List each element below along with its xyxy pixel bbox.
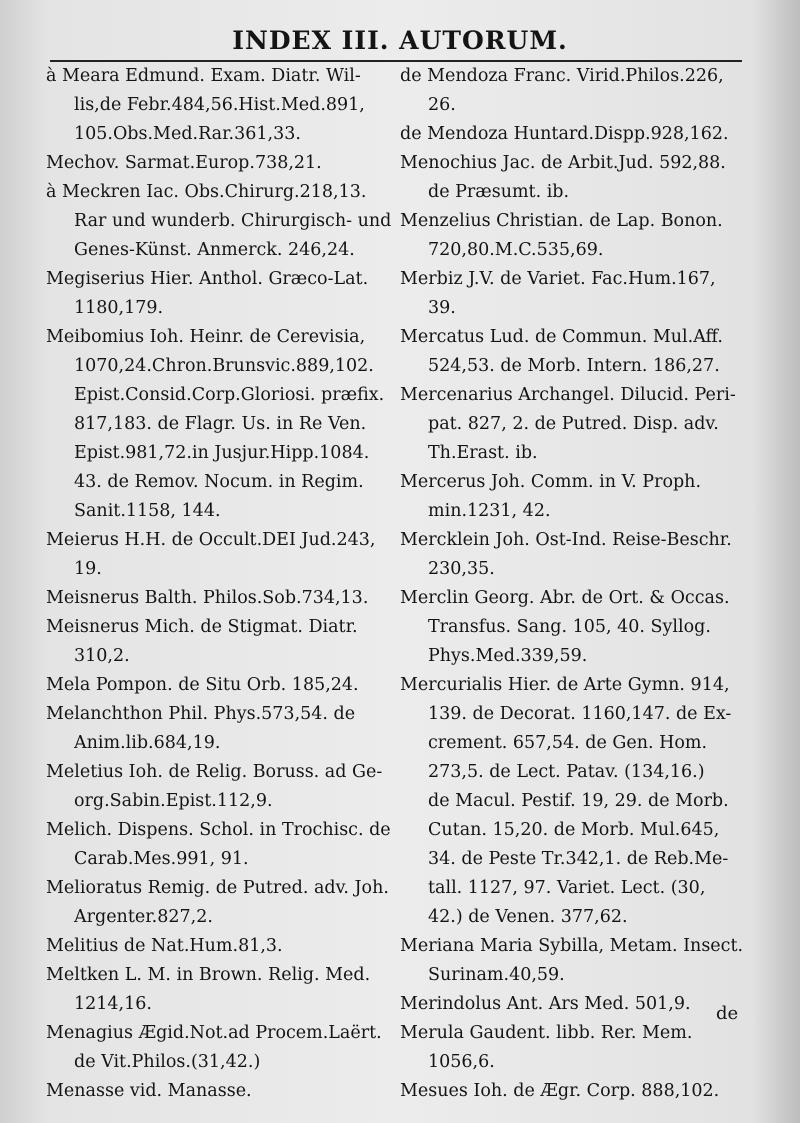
index-entry [46,526,396,584]
index-entry [400,526,748,584]
index-entry-line: Meibomius Ioh. Heinr. de Cerevisia, [46,327,366,347]
index-entry [400,1019,748,1077]
index-entry-line: Megiserius Hier. Anthol. Græco-Lat. [46,269,369,289]
index-entry [46,613,396,671]
index-entry-line: Mercatus Lud. de Commun. Mul.Aff. [400,327,723,347]
index-entry [46,265,396,323]
index-entry [400,932,748,990]
index-entry-line: Surinam.40,59. [428,965,565,985]
index-entry-line: de Vit.Philos.(31,42.) [74,1052,261,1072]
index-entry-line: Menochius Jac. de Arbit.Jud. 592,88. [400,153,726,173]
index-entry-line: Carab.Mes.991, 91. [74,849,249,869]
index-entry [400,990,748,1019]
index-entry-line: 26. [428,95,456,115]
index-entry-line: 817,183. de Flagr. Us. in Re Ven. [74,414,367,434]
index-entry-line: 19. [74,559,102,579]
index-entry [400,381,748,468]
index-entry-line: Merclin Georg. Abr. de Ort. & Occas. [400,588,730,608]
index-entry [400,265,748,323]
index-entry [46,874,396,932]
index-entry-line: Meisnerus Balth. Philos.Sob.734,13. [46,588,369,608]
index-entry-line: Melioratus Remig. de Putred. adv. Joh. [46,878,389,898]
index-entry [46,149,396,178]
right-index-column [400,62,748,1106]
index-entry [46,671,396,700]
index-entry-line: Menagius Ægid.Not.ad Procem.Laërt. [46,1023,382,1043]
index-entry-line: Mercenarius Archangel. Dilucid. Peri- [400,385,736,405]
index-entry-line: Mercklein Joh. Ost-Ind. Reise-Beschr. [400,530,732,550]
catchword: de [716,1003,739,1024]
index-entry-line: 720,80.M.C.535,69. [428,240,604,260]
index-entry-line: Mela Pompon. de Situ Orb. 185,24. [46,675,359,695]
index-entry [46,62,396,149]
index-entry-line: Mechov. Sarmat.Europ.738,21. [46,153,322,173]
index-entry-line: 34. de Peste Tr.342,1. de Reb.Me- [428,849,729,869]
index-entry [46,961,396,1019]
index-entry-line: Meisnerus Mich. de Stigmat. Diatr. [46,617,358,637]
index-entry [46,1077,396,1106]
index-entry-line: Transfus. Sang. 105, 40. Syllog. [428,617,711,637]
index-entry-line: Meriana Maria Sybilla, Metam. Insect. [400,936,744,956]
index-entry-line: Epist.981,72.in Jusjur.Hipp.1084. [74,443,370,463]
index-entry-line: 1180,179. [74,298,164,318]
index-entry [400,120,748,149]
index-entry [46,1019,396,1077]
index-entry-line: 1056,6. [428,1052,495,1072]
index-entry [46,323,396,526]
index-entry-line: Meletius Ioh. de Relig. Boruss. ad Ge- [46,762,383,782]
index-entry-line: de Macul. Pestif. 19, 29. de Morb. [428,791,729,811]
index-entry-line: Th.Erast. ib. [428,443,538,463]
index-entry-line: 1214,16. [74,994,152,1014]
index-entry-line: de Mendoza Huntard.Dispp.928,162. [400,124,729,144]
index-entry-line: tall. 1127, 97. Variet. Lect. (30, [428,878,706,898]
index-entry [400,1077,748,1106]
index-entry-line: Anim.lib.684,19. [74,733,221,753]
index-entry-line: Sanit.1158, 144. [74,501,221,521]
index-entry [400,207,748,265]
index-entry-line: lis,de Febr.484,56.Hist.Med.891, [74,95,365,115]
index-entry-line: Meltken L. M. in Brown. Relig. Med. [46,965,371,985]
index-entry-line: de Mendoza Franc. Virid.Philos.226, [400,66,724,86]
index-entry-line: pat. 827, 2. de Putred. Disp. adv. [428,414,719,434]
index-entry-line: 42.) de Venen. 377,62. [428,907,628,927]
index-entry-line: 139. de Decorat. 1160,147. de Ex- [428,704,732,724]
index-entry-line: Merbiz J.V. de Variet. Fac.Hum.167, [400,269,716,289]
index-entry-line: de Præsumt. ib. [428,182,570,202]
index-entry-line: 310,2. [74,646,130,666]
left-index-column [46,62,396,1106]
index-entry-line: Argenter.827,2. [74,907,213,927]
page-header: INDEX III. AUTORUM. [232,26,568,55]
index-entry-line: 43. de Remov. Nocum. in Regim. [74,472,364,492]
index-entry-line: Merula Gaudent. libb. Rer. Mem. [400,1023,693,1043]
index-entry [400,584,748,671]
index-entry [46,584,396,613]
index-entry-line: Cutan. 15,20. de Morb. Mul.645, [428,820,720,840]
index-entry-line: Epist.Consid.Corp.Gloriosi. præfix. [74,385,385,405]
index-entry [46,178,396,265]
index-entry-line: à Meckren Iac. Obs.Chirurg.218,13. [46,182,367,202]
index-entry-line: 105.Obs.Med.Rar.361,33. [74,124,301,144]
index-entry-line: Merindolus Ant. Ars Med. 501,9. [400,994,691,1014]
index-entry [46,758,396,816]
index-entry [46,932,396,961]
index-entry [46,700,396,758]
index-entry [400,149,748,207]
index-entry-line: à Meara Edmund. Exam. Diatr. Wil- [46,66,361,86]
index-entry-line: org.Sabin.Epist.112,9. [74,791,273,811]
index-entry-line: Melanchthon Phil. Phys.573,54. de [46,704,356,724]
index-entry-line: crement. 657,54. de Gen. Hom. [428,733,708,753]
index-entry-line: 39. [428,298,456,318]
index-entry-line: Menzelius Christian. de Lap. Bonon. [400,211,723,231]
index-entry-line: 524,53. de Morb. Intern. 186,27. [428,356,720,376]
index-entry-line: Mercerus Joh. Comm. in V. Proph. [400,472,702,492]
index-entry-line: Genes-Künst. Anmerck. 246,24. [74,240,355,260]
index-entry-line: Phys.Med.339,59. [428,646,588,666]
index-entry-line: Mercurialis Hier. de Arte Gymn. 914, [400,675,730,695]
index-entry-line: Rar und wunderb. Chirurgisch- und [74,211,392,231]
index-entry-line: Meierus H.H. de Occult.DEI Jud.243, [46,530,376,550]
index-entry-line: Melich. Dispens. Schol. in Trochisc. de [46,820,391,840]
index-entry [400,468,748,526]
index-entry-line: 230,35. [428,559,495,579]
index-entry-line: min.1231, 42. [428,501,551,521]
index-entry [400,671,748,932]
index-entry [400,323,748,381]
index-entry-line: Melitius de Nat.Hum.81,3. [46,936,283,956]
index-entry-line: 273,5. de Lect. Patav. (134,16.) [428,762,705,782]
index-entry-line: Mesues Ioh. de Ægr. Corp. 888,102. [400,1081,720,1101]
index-entry-line: 1070,24.Chron.Brunsvic.889,102. [74,356,374,376]
index-entry-line: Menasse vid. Manasse. [46,1081,252,1101]
index-entry [400,62,748,120]
index-entry [46,816,396,874]
